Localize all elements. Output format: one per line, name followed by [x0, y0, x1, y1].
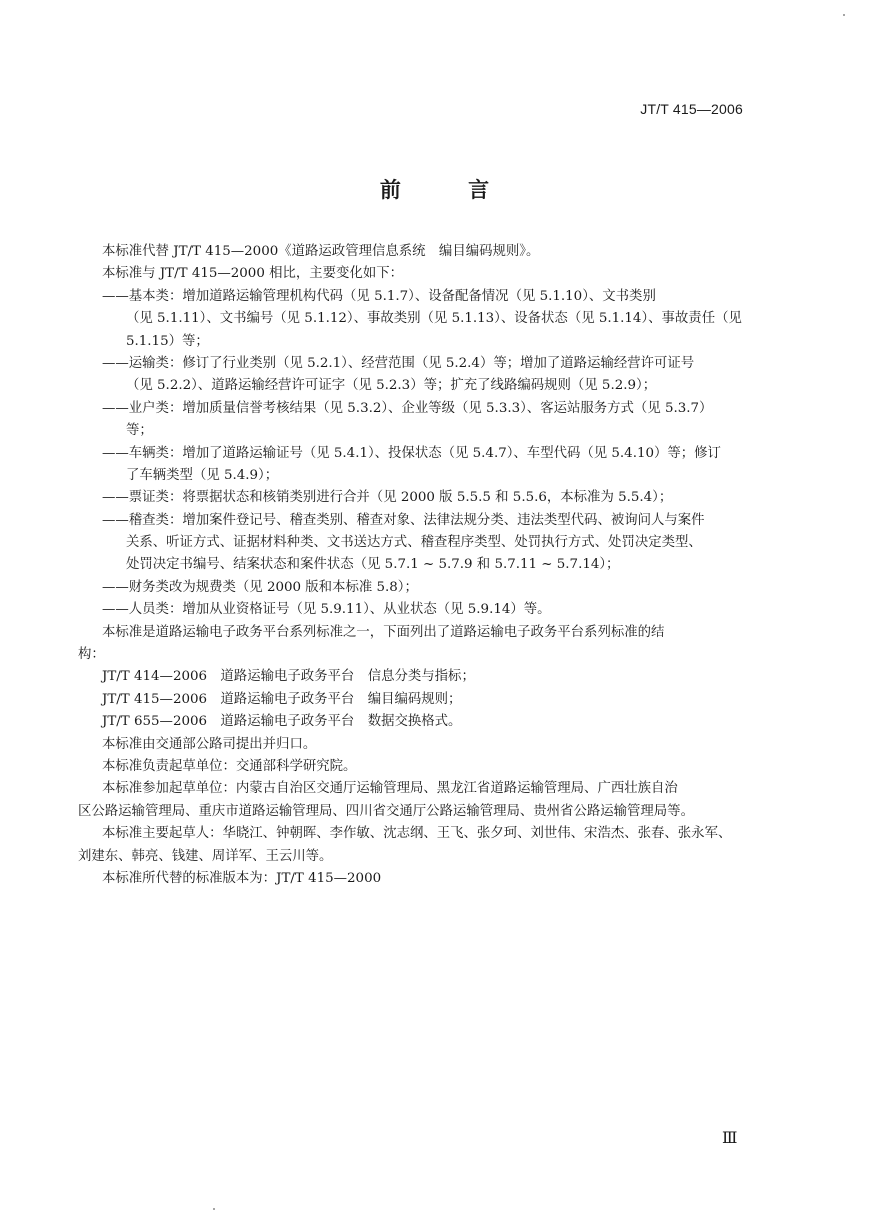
text-line: 本标准参加起草单位：内蒙古自治区交通厅运输管理局、黑龙江省道路运输管理局、广西壮族自治: [102, 781, 678, 797]
text-line: （见 5.2.2）、道路运输经营许可证字（见 5.2.3）等；扩充了线路编码规则（见 5.2.9）；: [126, 378, 657, 394]
text-line: ——基本类：增加道路运输管理机构代码（见 5.1.7）、设备配备情况（见 5.1.10）、文书类别: [102, 288, 656, 304]
text-line: 处罚决定书编号、结案状态和案件状态（见 5.7.1 ~ 5.7.9 和 5.7.11 ~ 5.7.14）；: [126, 557, 620, 573]
text-line: 刘建东、韩亮、钱建、周详军、王云川等。: [78, 848, 333, 864]
text-line: 构：: [78, 647, 105, 663]
text-line: 关系、听证方式、证据材料种类、文书送达方式、稽查程序类型、处罚执行方式、处罚决定类型、: [126, 535, 702, 551]
text-line: （见 5.1.11）、文书编号（见 5.1.12）、事故类别（见 5.1.13）、设备状态（见 5.1.14）、事故责任（见: [126, 311, 742, 327]
text-line: 本标准所代替的标准版本为：JT/T 415—2000: [102, 870, 382, 886]
text-line: ——财务类改为规费类（见 2000 版和本标准 5.8）；: [102, 579, 418, 595]
document-code: JT/T 415—2006: [640, 101, 743, 117]
page-title: 前 言: [379, 178, 520, 202]
text-line: 等；: [126, 423, 153, 439]
text-line: 本标准是道路运输电子政务平台系列标准之一，下面列出了道路运输电子政务平台系列标准的结: [102, 624, 665, 640]
text-line: 本标准由交通部公路司提出并归口。: [102, 736, 317, 752]
text-line: 本标准负责起草单位：交通部科学研究院。: [102, 758, 357, 774]
scan-speck: [843, 14, 845, 16]
text-line: 本标准主要起草人：华晓江、钟朝晖、李作敏、沈志纲、王飞、张夕珂、刘世伟、宋浩杰、张春、张永军、: [102, 826, 732, 842]
text-line: ——稽查类：增加案件登记号、稽查类别、稽查对象、法律法规分类、违法类型代码、被询问人与案件: [102, 512, 705, 528]
text-line: JT/T 414—2006 道路运输电子政务平台 信息分类与指标；: [102, 669, 475, 685]
text-line: 5.1.15）等；: [126, 333, 209, 349]
text-line: ——业户类：增加质量信誉考核结果（见 5.3.2）、企业等级（见 5.3.3）、客运站服务方式（见 5.3.7）: [102, 400, 713, 416]
text-line: ——人员类：增加从业资格证号（见 5.9.11）、从业状态（见 5.9.14）等。: [102, 602, 551, 618]
text-line: JT/T 415—2006 道路运输电子政务平台 编目编码规则；: [102, 691, 462, 707]
page-number: Ⅲ: [722, 1128, 738, 1147]
text-line: 了车辆类型（见 5.4.9）；: [126, 467, 279, 483]
text-line: JT/T 655—2006 道路运输电子政务平台 数据交换格式。: [102, 714, 462, 730]
text-line: 本标准与 JT/T 415—2000 相比，主要变化如下：: [102, 266, 404, 282]
foreword-body: [78, 241, 743, 890]
text-line: ——运输类：修订了行业类别（见 5.2.1）、经营范围（见 5.2.4）等；增加了道路运输经营许可证号: [102, 355, 695, 371]
scan-speck: [213, 1208, 215, 1210]
text-line: ——票证类：将票据状态和核销类别进行合并（见 2000 版 5.5.5 和 5.5.6，本标准为 5.5.4）；: [102, 490, 673, 506]
text-line: ——车辆类：增加了道路运输证号（见 5.4.1）、投保状态（见 5.4.7）、车型代码（见 5.4.10）等；修订: [102, 445, 721, 461]
text-line: 本标准代替 JT/T 415—2000《道路运政管理信息系统 编目编码规则》。: [102, 244, 540, 259]
text-line: 区公路运输管理局、重庆市道路运输管理局、四川省交通厅公路运输管理局、贵州省公路运输管理局等。: [78, 803, 694, 819]
